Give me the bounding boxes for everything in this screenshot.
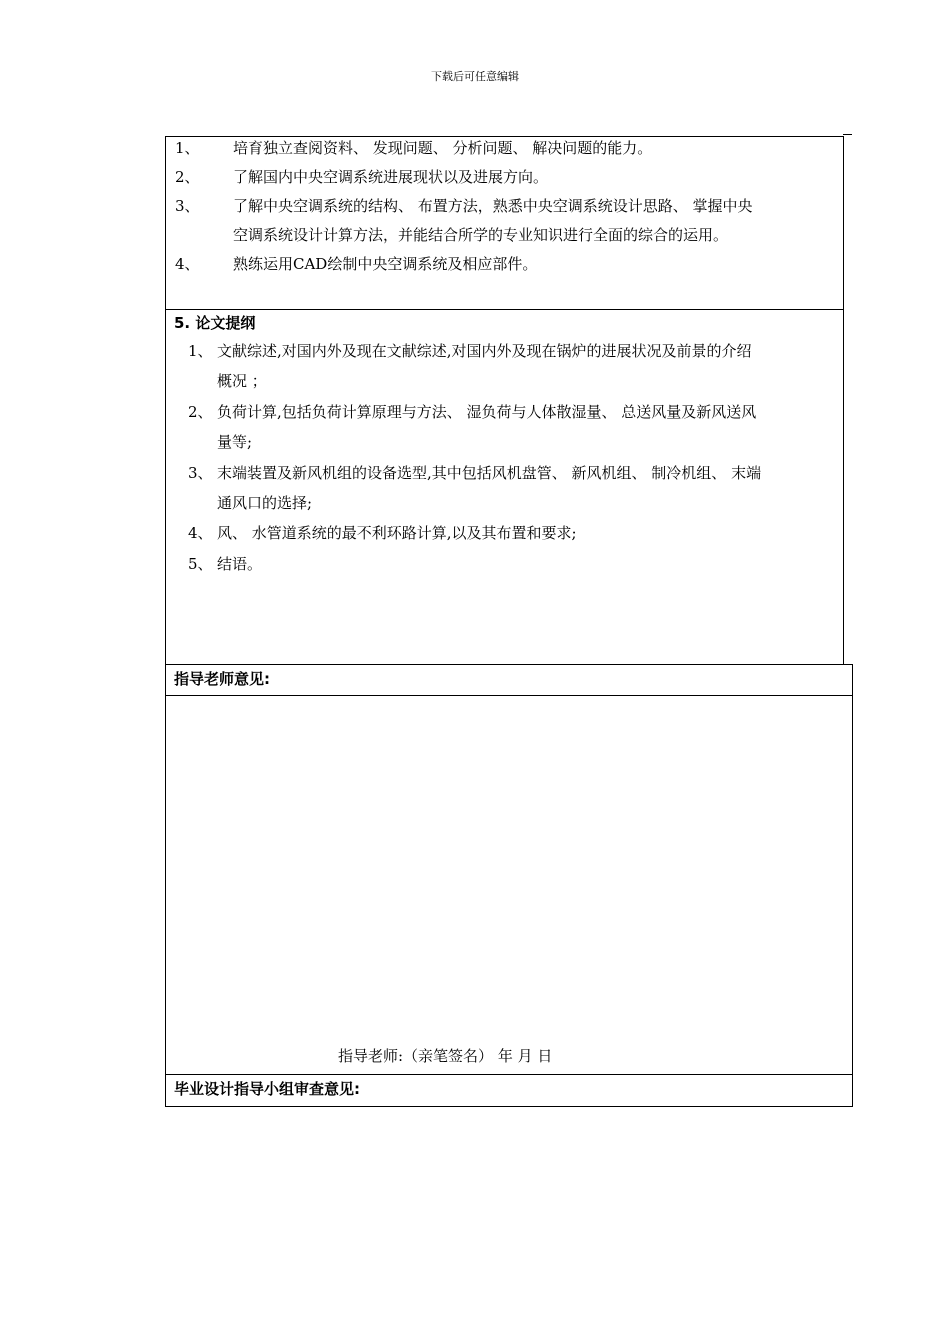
outline-text: 概况 ； [217,372,267,390]
objective-text: 了解中央空调系统的结构、 布置方法，熟悉中央空调系统设计思路、 掌握中央 [233,197,753,215]
outline-text: 文献综述,对国内外及现在文献综述,对国内外及现在锅炉的进展状况及前景的介绍 [217,342,752,360]
objective-number: 1、 [175,139,200,157]
outline-text: 结语。 [217,555,263,573]
outline-text: 通风口的选择; [217,494,313,512]
outline-text: 末端装置及新风机组的设备选型,其中包括风机盘管、 新风机组、 制冷机组、 末端 [217,464,762,482]
corner-mark [843,134,852,135]
outline-text: 风、 水管道系统的最不利环路计算,以及其布置和要求; [217,524,577,542]
advisor-signature-line: 指导老师:（亲笔签名） 年 月 日 [338,1047,553,1065]
advisor-opinion-label: 指导老师意见: [174,670,270,688]
objective-text: 熟练运用CAD绘制中央空调系统及相应部件。 [233,255,538,273]
objective-text: 了解国内中央空调系统进展现状以及进展方向。 [233,168,549,186]
outline-number: 1、 [188,342,213,360]
outline-number: 4、 [188,524,213,542]
objective-text: 空调系统设计计算方法，并能结合所学的专业知识进行全面的综合的运用。 [233,226,729,244]
objective-number: 4、 [175,255,200,273]
group-review-label: 毕业设计指导小组审查意见: [174,1080,360,1098]
outline-text: 负荷计算,包括负荷计算原理与方法、 湿负荷与人体散湿量、 总送风量及新风送风 [217,403,757,421]
outline-number: 3、 [188,464,213,482]
objective-number: 3、 [175,197,200,215]
outline-number: 5、 [188,555,213,573]
outline-title: 5. 论文提纲 [174,314,256,332]
advisor-opinion-content-cell [165,695,853,1075]
objective-number: 2、 [175,168,200,186]
page-header: 下载后可任意编辑 [431,70,519,83]
outline-text: 量等; [217,433,253,451]
outline-number: 2、 [188,403,213,421]
objective-text: 培育独立查阅资料、 发现问题、 分析问题、 解决问题的能力。 [233,139,653,157]
